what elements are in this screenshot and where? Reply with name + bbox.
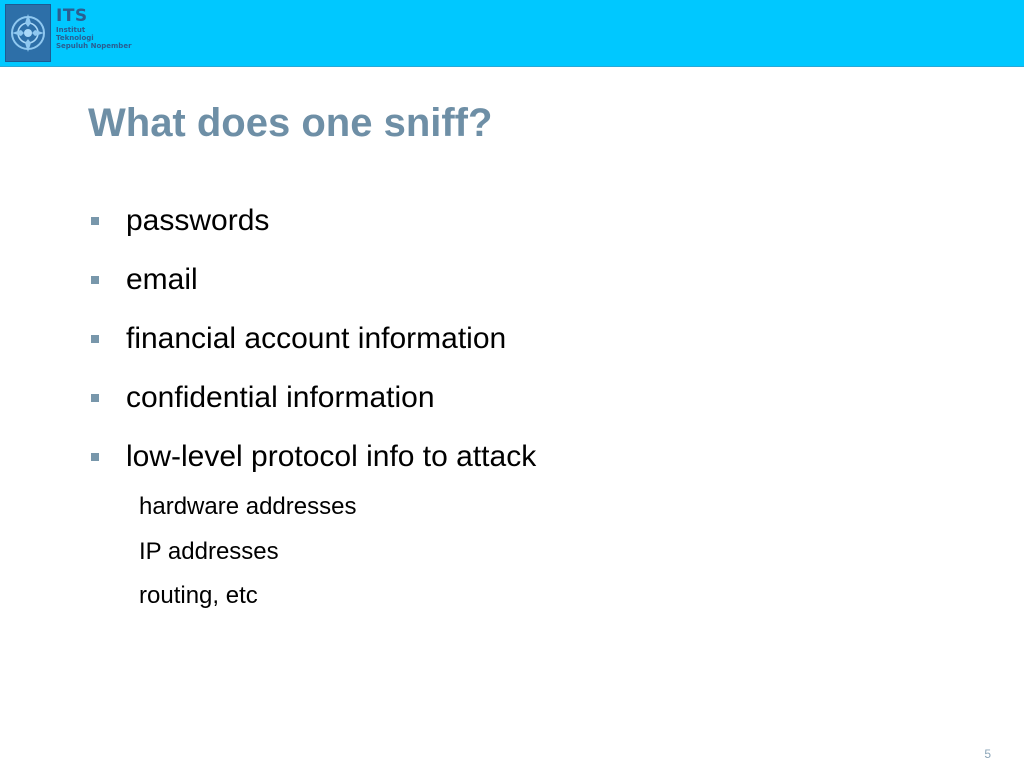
sub-item-hardware-addresses: hardware addresses (139, 493, 357, 520)
sub-item-ip-addresses: IP addresses (139, 537, 279, 565)
logo-its-text: ITS (56, 6, 88, 26)
square-bullet-icon (91, 335, 99, 343)
bullet-text: confidential information (126, 381, 435, 414)
logo-line-teknologi: Teknologi (56, 34, 94, 42)
square-bullet-icon (91, 217, 99, 225)
sub-bullet-list (139, 492, 356, 626)
bullet-item-financial-account-information (86, 321, 936, 380)
slide-title: What does one sniff? (88, 101, 493, 145)
bullet-text: passwords (126, 204, 270, 237)
bullet-text: financial account information (126, 322, 507, 355)
square-bullet-icon (91, 276, 99, 284)
sub-item-routing-etc: routing, etc (139, 582, 258, 609)
square-bullet-icon (91, 394, 99, 402)
bullet-item-email (86, 262, 936, 321)
bullet-text: low-level protocol info to attack (126, 440, 537, 473)
bullet-item-confidential-information (86, 380, 936, 439)
bullet-list (86, 203, 936, 498)
bullet-item-low-level-protocol-info (86, 439, 936, 498)
bullet-text: email (126, 263, 198, 296)
header-bar (0, 0, 1024, 67)
its-logo-wordmark (56, 8, 136, 64)
page-number: 5 (984, 747, 991, 761)
square-bullet-icon (91, 453, 99, 461)
its-emblem-icon (5, 4, 51, 62)
bullet-item-passwords (86, 203, 936, 262)
logo-line-institut: Institut (56, 26, 86, 34)
logo-line-sepuluh-nopember: Sepuluh Nopember (56, 42, 132, 50)
